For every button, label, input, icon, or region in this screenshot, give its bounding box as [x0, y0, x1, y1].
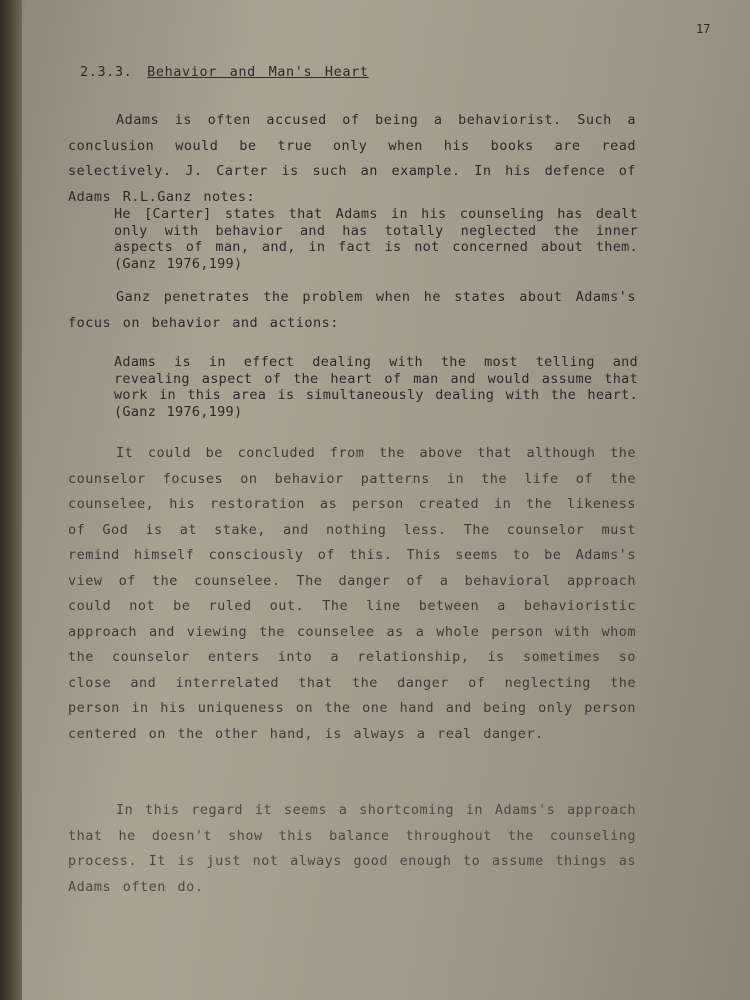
section-number: 2.3.3.: [80, 64, 133, 80]
paragraph-3-text: It could be concluded from the above that although the counselor focuses on behavior patterns in the life of the counselee, his restoration as person created in the likeness of God is at stake, and nothing less. The counselor must remind himself consciously of this. This seems to be Adams's view of the counselee. The danger of a behavioral approach could not be ruled out. The line between a behavioristic approach and viewing the counselee as a whole person with whom the counselor enters into a relationship, is sometimes so close and interrelated that the danger of neglecting the person in his uniqueness on the one hand and being only person centered on the other hand, is always a real danger.: [68, 445, 636, 742]
block-quote-1: He [Carter] states that Adams in his counseling has dealt only with behavior and has totally neglected the inner aspects of man, and, in fact is not concerned about them. (Ganz 1976,199): [114, 206, 638, 272]
paragraph-1: [68, 108, 636, 210]
book-binding: [0, 0, 22, 1000]
page-number: 17: [696, 22, 711, 36]
paragraph-3: [68, 441, 636, 747]
paragraph-1-text: Adams is often accused of being a behaviorist. Such a conclusion would be true only when his books are read selectively. J. Carter is such an example. In his defence of Adams R.L.Ganz notes:: [68, 112, 636, 205]
section-heading: [80, 64, 369, 80]
paragraph-4-text: In this regard it seems a shortcoming in Adams's approach that he doesn't show this balance throughout the counseling process. It is just not always good enough to assume things as Adams often do.: [68, 802, 636, 895]
paragraph-2: [68, 285, 636, 336]
paragraph-4: [68, 798, 636, 900]
section-title: Behavior and Man's Heart: [147, 64, 369, 80]
block-quote-2: Adams is in effect dealing with the most telling and revealing aspect of the heart of man and would assume that work in this area is simultaneously dealing with the heart. (Ganz 1976,199): [114, 354, 638, 420]
paragraph-2-text: Ganz penetrates the problem when he states about Adams's focus on behavior and actions:: [68, 289, 636, 331]
